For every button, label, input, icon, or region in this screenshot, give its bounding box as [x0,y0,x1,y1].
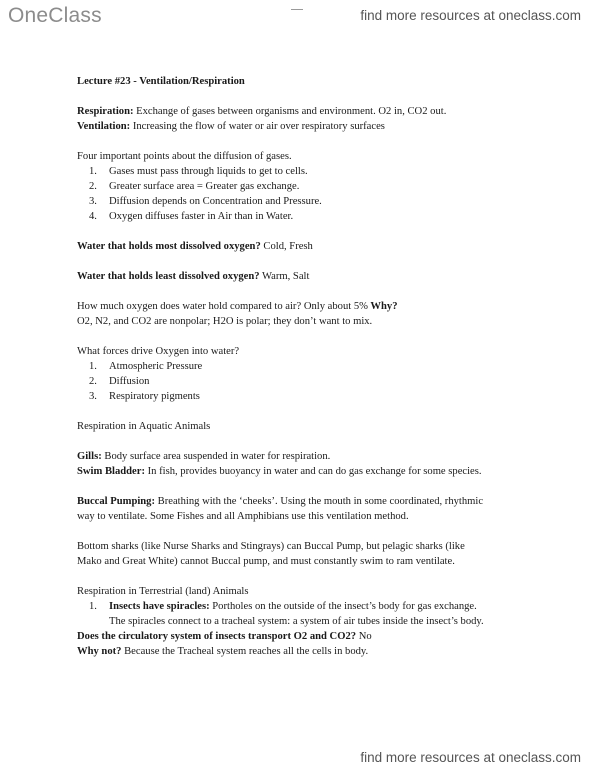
polarity-line: O2, N2, and CO2 are nonpolar; H2O is polar; they don’t want to mix. [77,316,373,327]
terrestrial-heading: Respiration in Terrestrial (land) Animals [77,586,249,597]
page-header [0,0,595,32]
list-item: 1. Gases must pass through liquids to get to cells. [89,166,308,177]
circulatory-question: Does the circulatory system of insects transport O2 and CO2? No [77,631,372,642]
list-item: 3. Respiratory pigments [89,391,200,402]
page-footer [0,750,595,770]
header-divider [291,9,303,10]
respiration-term: Respiration: [77,106,134,117]
diffusion-list [77,164,577,224]
respiration-definition [77,104,577,119]
ventilation-text: Increasing the flow of water or air over respiratory surfaces [130,121,385,132]
respiration-text: Exchange of gases between organisms and environment. O2 in, CO2 out. [133,106,447,117]
sharks-line1: Bottom sharks (like Nurse Sharks and Stingrays) can Buccal Pump, but pelagic sharks (like [77,541,465,552]
least-oxygen-question: Water that holds least dissolved oxygen? Warm, Salt [77,271,310,282]
buccal-definition-line2: way to ventilate. Some Fishes and all Amphibians use this ventilation method. [77,511,409,522]
buccal-definition-line1: Buccal Pumping: Breathing with the ‘cheeks’. Using the mouth in some coordinated, rhythmic [77,496,484,507]
gills-definition: Gills: Body surface area suspended in water for respiration. [77,451,331,462]
list-item: 2. Diffusion [89,376,150,387]
ventilation-definition [77,119,577,134]
diffusion-intro: Four important points about the diffusion of gases. [77,151,292,162]
aquatic-heading: Respiration in Aquatic Animals [77,421,211,432]
sharks-line2: Mako and Great White) cannot Buccal pump, and must constantly swim to ram ventilate. [77,556,455,567]
why-not-question: Why not? Because the Tracheal system reaches all the cells in body. [77,646,369,657]
footer-tagline-link[interactable]: find more resources at oneclass.com [360,750,581,765]
list-item: 3. Diffusion depends on Concentration and Pressure. [89,196,322,207]
list-item: 4. Oxygen diffuses faster in Air than in Water. [89,211,294,222]
water-vs-air-line: How much oxygen does water hold compared to air? Only about 5% Why? [77,301,398,312]
most-oxygen-question: Water that holds most dissolved oxygen? Cold, Fresh [77,241,313,252]
forces-list [77,359,577,404]
document-title: Lecture #23 - Ventilation/Respiration [77,76,245,87]
list-item: 1. Insects have spiracles: Portholes on the outside of the insect’s body for gas exchange. [89,601,477,612]
list-item: 1. Atmospheric Pressure [89,361,203,372]
oneclass-logo[interactable]: OneClass [8,4,102,27]
ventilation-term: Ventilation: [77,121,131,132]
list-item: 2. Greater surface area = Greater gas exchange. [89,181,300,192]
forces-intro: What forces drive Oxygen into water? [77,346,240,357]
document-body [77,74,577,659]
header-tagline-link[interactable]: find more resources at oneclass.com [360,8,581,23]
insects-continuation: The spiracles connect to a tracheal system: a system of air tubes inside the insect’s body. [109,616,484,627]
swim-bladder-definition: Swim Bladder: In fish, provides buoyancy in water and can do gas exchange for some species. [77,466,482,477]
